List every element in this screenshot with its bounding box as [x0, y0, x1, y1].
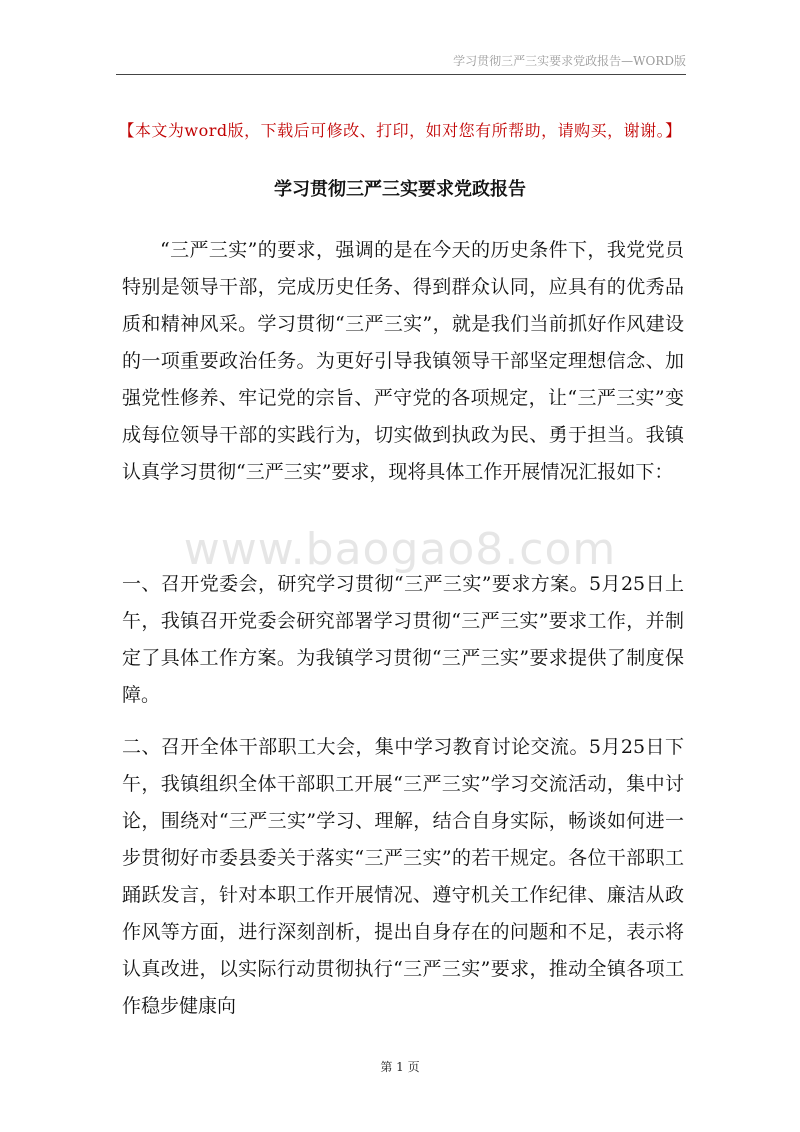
paragraph-section-1: 一、召开党委会，研究学习贯彻“三严三实”要求方案。5月25日上午，我镇召开党委会研究部署学习贯彻“三严三实”要求工作，并制定了具体工作方案。为我镇学习贯彻“三严三实”要求提供了制度保障。	[122, 573, 684, 706]
page-number: 第 1 页	[380, 1060, 420, 1074]
purchase-notice: 【本文为word版，下载后可修改、打印，如对您有所帮助，请购买，谢谢。】	[118, 121, 682, 140]
document-title: 学习贯彻三严三实要求党政报告	[274, 179, 526, 200]
paragraph-section-2: 二、召开全体干部职工大会，集中学习教育讨论交流。5月25日下午，我镇组织全体干部职工开展“三严三实”学习交流活动，集中讨论，围绕对“三严三实”学习、理解，结合自身实际，畅谈如何进一步贯彻好市委县委关于落实“三严三实”的若干规定。各位干部职工踊跃发言，针对本职工作开展情况、遵守机关工作纪律、廉洁从政作风等方面，进行深刻剖析，提出自身存在的问题和不足，表示将认真改进，以实际行动贯彻执行“三严三实”要求，推动全镇各项工作稳步健康向	[122, 736, 684, 1017]
paragraph-intro: “三严三实”的要求，强调的是在今天的历史条件下，我党党员特别是领导干部，完成历史任务、得到群众认同，应具有的优秀品质和精神风采。学习贯彻“三严三实”，就是我们当前抓好作风建设的一项重要政治任务。为更好引导我镇领导干部坚定理想信念、加强党性修养、牢记党的宗旨、严守党的各项规定，让“三严三实”变成每位领导干部的实践行为，切实做到执政为民、勇于担当。我镇认真学习贯彻“三严三实”要求，现将具体工作开展情况汇报如下：	[122, 239, 684, 483]
watermark: www.baogao8.com	[183, 524, 617, 575]
page-header: 学习贯彻三严三实要求党政报告—WORD版	[453, 54, 686, 68]
header-divider	[116, 74, 686, 75]
